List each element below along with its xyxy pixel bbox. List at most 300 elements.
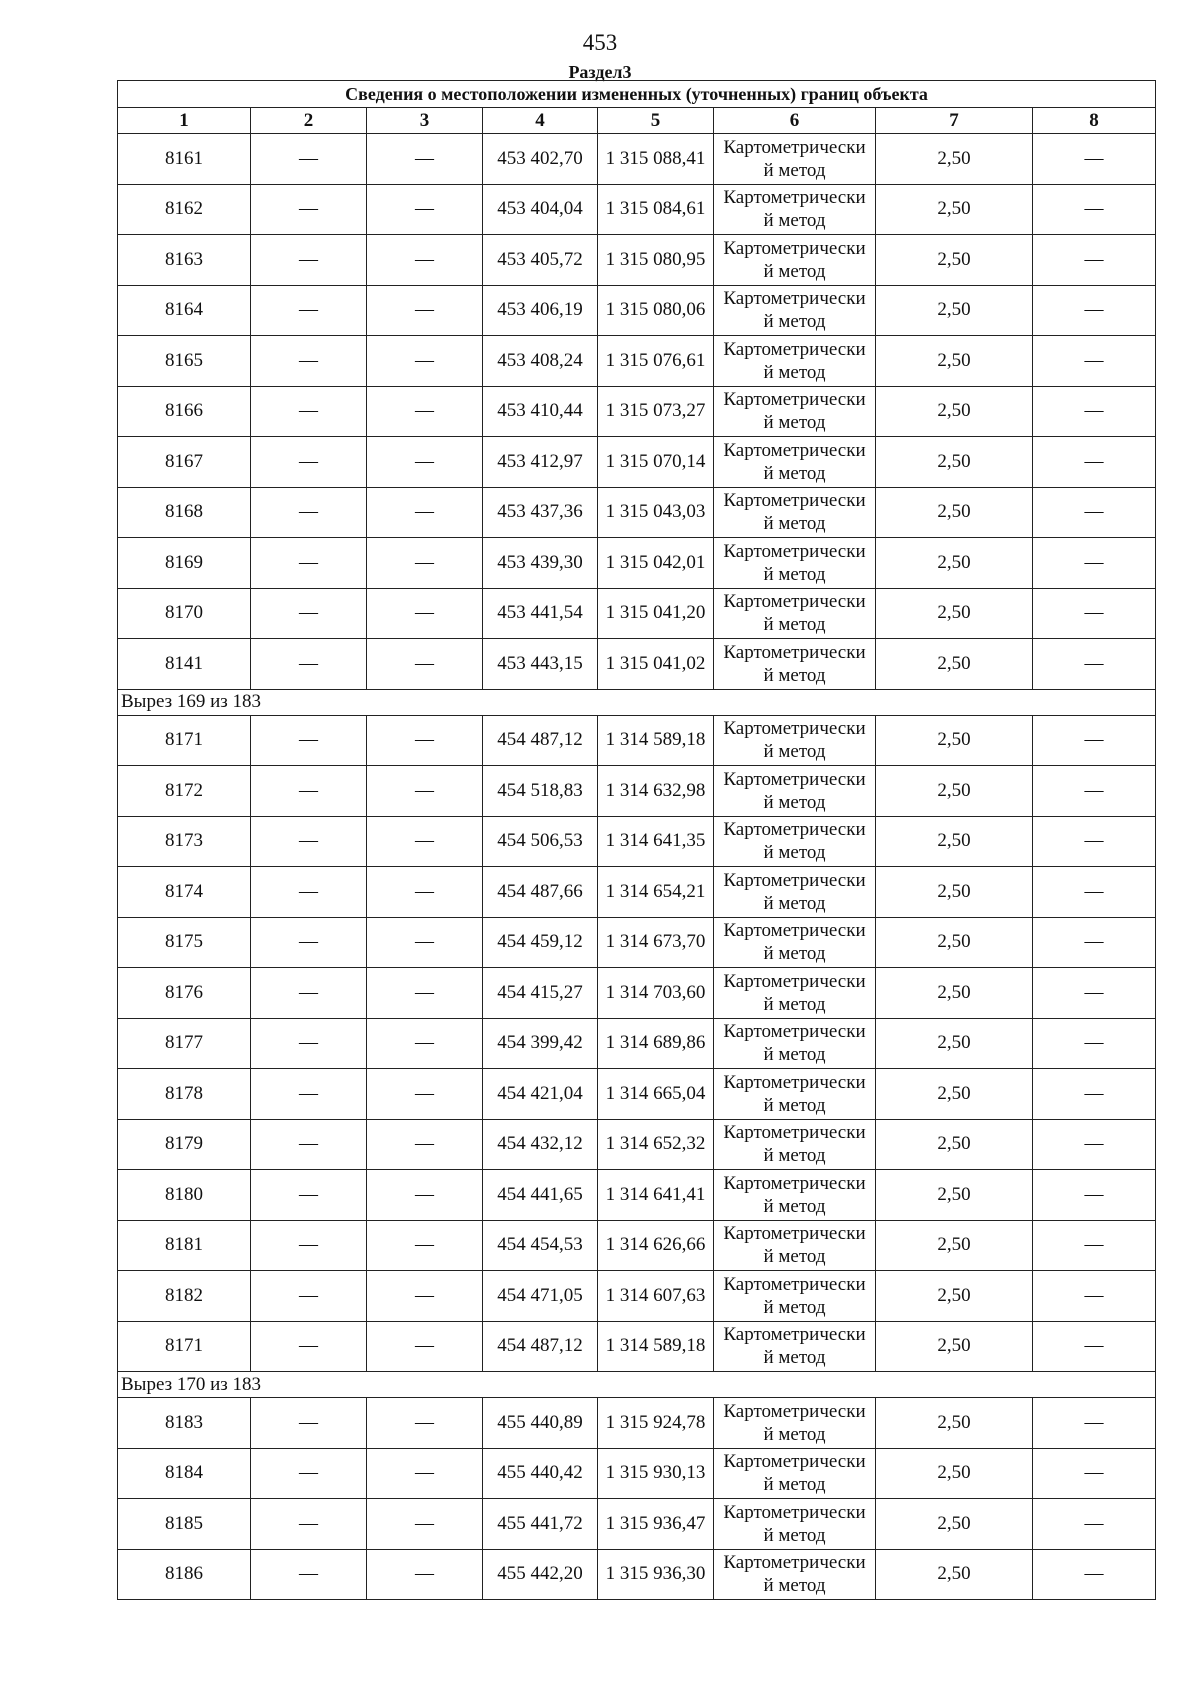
table-row	[118, 1170, 1156, 1221]
method-line-1: Картометрически	[723, 1501, 866, 1523]
method-cell	[714, 1220, 876, 1271]
table-row	[118, 639, 1156, 690]
coord-x: 455 441,72	[483, 1499, 598, 1550]
method-line-1: Картометрически	[723, 869, 866, 891]
dash-cell: —	[251, 588, 367, 639]
point-id: 8184	[118, 1448, 251, 1499]
coord-y: 1 315 080,06	[598, 285, 714, 336]
method-cell	[714, 1549, 876, 1600]
dash-cell: —	[367, 1069, 483, 1120]
method-line-2: й метод	[763, 842, 826, 864]
dash-cell: —	[1033, 1549, 1156, 1600]
accuracy-cell: 2,50	[876, 235, 1033, 286]
method-line-1: Картометрически	[723, 1451, 866, 1473]
coord-y: 1 315 041,02	[598, 639, 714, 690]
dash-cell: —	[251, 386, 367, 437]
table-row	[118, 1549, 1156, 1600]
method-line-2: й метод	[763, 614, 826, 636]
dash-cell: —	[1033, 816, 1156, 867]
method-line-1: Картометрически	[723, 920, 866, 942]
method-line-2: й метод	[763, 943, 826, 965]
dash-cell: —	[251, 766, 367, 817]
dash-cell: —	[1033, 1321, 1156, 1372]
point-id: 8175	[118, 917, 251, 968]
method-line-1: Картометрически	[723, 1021, 866, 1043]
dash-cell: —	[1033, 184, 1156, 235]
dash-cell: —	[367, 715, 483, 766]
method-line-2: й метод	[763, 311, 826, 333]
dash-cell: —	[367, 867, 483, 918]
method-line-2: й метод	[763, 1575, 826, 1597]
point-id: 8183	[118, 1398, 251, 1449]
coord-y: 1 314 607,63	[598, 1271, 714, 1322]
method-cell	[714, 1069, 876, 1120]
method-line-2: й метод	[763, 361, 826, 383]
column-header: 5	[598, 108, 714, 134]
method-cell	[714, 816, 876, 867]
method-cell	[714, 386, 876, 437]
accuracy-cell: 2,50	[876, 1549, 1033, 1600]
coord-y: 1 314 589,18	[598, 1321, 714, 1372]
point-id: 8163	[118, 235, 251, 286]
coord-y: 1 314 632,98	[598, 766, 714, 817]
dash-cell: —	[251, 639, 367, 690]
dash-cell: —	[367, 968, 483, 1019]
method-line-2: й метод	[763, 1246, 826, 1268]
method-line-2: й метод	[763, 1094, 826, 1116]
table-row	[118, 538, 1156, 589]
coord-x: 454 487,12	[483, 1321, 598, 1372]
accuracy-cell: 2,50	[876, 968, 1033, 1019]
dash-cell: —	[367, 917, 483, 968]
cutout-label-row	[118, 689, 1156, 715]
dash-cell: —	[1033, 766, 1156, 817]
method-cell	[714, 437, 876, 488]
coord-x: 455 440,42	[483, 1448, 598, 1499]
point-id: 8168	[118, 487, 251, 538]
point-id: 8176	[118, 968, 251, 1019]
method-cell	[714, 867, 876, 918]
method-cell	[714, 487, 876, 538]
dash-cell: —	[1033, 1448, 1156, 1499]
column-header: 2	[251, 108, 367, 134]
table-row	[118, 437, 1156, 488]
dash-cell: —	[251, 1448, 367, 1499]
dash-cell: —	[251, 134, 367, 185]
coord-y: 1 315 043,03	[598, 487, 714, 538]
coord-x: 455 440,89	[483, 1398, 598, 1449]
dash-cell: —	[1033, 1069, 1156, 1120]
method-cell	[714, 1398, 876, 1449]
dash-cell: —	[367, 639, 483, 690]
accuracy-cell: 2,50	[876, 715, 1033, 766]
method-cell	[714, 766, 876, 817]
coord-y: 1 315 088,41	[598, 134, 714, 185]
coord-x: 454 518,83	[483, 766, 598, 817]
method-line-2: й метод	[763, 563, 826, 585]
dash-cell: —	[251, 715, 367, 766]
dash-cell: —	[367, 1018, 483, 1069]
accuracy-cell: 2,50	[876, 1119, 1033, 1170]
method-line-1: Картометрически	[723, 439, 866, 461]
method-line-1: Картометрически	[723, 338, 866, 360]
column-header: 3	[367, 108, 483, 134]
method-line-1: Картометрически	[723, 970, 866, 992]
table-row	[118, 588, 1156, 639]
method-cell	[714, 968, 876, 1019]
coord-y: 1 315 936,30	[598, 1549, 714, 1600]
accuracy-cell: 2,50	[876, 766, 1033, 817]
accuracy-cell: 2,50	[876, 1448, 1033, 1499]
table-row	[118, 386, 1156, 437]
method-line-1: Картометрически	[723, 591, 866, 613]
method-line-1: Картометрически	[723, 1071, 866, 1093]
point-id: 8167	[118, 437, 251, 488]
point-id: 8179	[118, 1119, 251, 1170]
method-line-2: й метод	[763, 892, 826, 914]
method-line-2: й метод	[763, 260, 826, 282]
accuracy-cell: 2,50	[876, 1069, 1033, 1120]
method-line-2: й метод	[763, 993, 826, 1015]
accuracy-cell: 2,50	[876, 336, 1033, 387]
dash-cell: —	[367, 816, 483, 867]
dash-cell: —	[1033, 1220, 1156, 1271]
coord-x: 454 454,53	[483, 1220, 598, 1271]
coord-x: 453 439,30	[483, 538, 598, 589]
dash-cell: —	[251, 968, 367, 1019]
method-line-2: й метод	[763, 741, 826, 763]
coord-y: 1 314 703,60	[598, 968, 714, 1019]
point-id: 8172	[118, 766, 251, 817]
dash-cell: —	[251, 1271, 367, 1322]
table-row	[118, 1321, 1156, 1372]
table-row	[118, 968, 1156, 1019]
dash-cell: —	[367, 437, 483, 488]
dash-cell: —	[251, 917, 367, 968]
table-row	[118, 1069, 1156, 1120]
dash-cell: —	[367, 1448, 483, 1499]
method-line-1: Картометрически	[723, 540, 866, 562]
method-line-1: Картометрически	[723, 819, 866, 841]
dash-cell: —	[1033, 917, 1156, 968]
method-line-2: й метод	[763, 412, 826, 434]
coord-y: 1 314 641,35	[598, 816, 714, 867]
accuracy-cell: 2,50	[876, 816, 1033, 867]
method-line-1: Картометрически	[723, 237, 866, 259]
coord-y: 1 314 589,18	[598, 715, 714, 766]
coord-y: 1 315 924,78	[598, 1398, 714, 1449]
dash-cell: —	[1033, 1170, 1156, 1221]
point-id: 8169	[118, 538, 251, 589]
point-id: 8170	[118, 588, 251, 639]
coord-y: 1 315 070,14	[598, 437, 714, 488]
method-line-1: Картометрически	[723, 136, 866, 158]
method-line-2: й метод	[763, 462, 826, 484]
coord-y: 1 315 076,61	[598, 336, 714, 387]
accuracy-cell: 2,50	[876, 1018, 1033, 1069]
accuracy-cell: 2,50	[876, 1271, 1033, 1322]
table-row	[118, 715, 1156, 766]
coord-y: 1 314 626,66	[598, 1220, 714, 1271]
method-cell	[714, 588, 876, 639]
method-line-2: й метод	[763, 1423, 826, 1445]
dash-cell: —	[1033, 134, 1156, 185]
cutout-label: Вырез 169 из 183	[118, 689, 1156, 715]
point-id: 8181	[118, 1220, 251, 1271]
dash-cell: —	[1033, 437, 1156, 488]
coord-y: 1 314 689,86	[598, 1018, 714, 1069]
coord-y: 1 315 041,20	[598, 588, 714, 639]
coord-x: 454 441,65	[483, 1170, 598, 1221]
coord-y: 1 315 073,27	[598, 386, 714, 437]
method-cell	[714, 715, 876, 766]
point-id: 8141	[118, 639, 251, 690]
dash-cell: —	[1033, 867, 1156, 918]
method-cell	[714, 1499, 876, 1550]
table-row	[118, 1119, 1156, 1170]
cutout-label: Вырез 170 из 183	[118, 1372, 1156, 1398]
table-title: Сведения о местоположении измененных (уточненных) границ объекта	[118, 81, 1156, 108]
dash-cell: —	[251, 1170, 367, 1221]
method-cell	[714, 1271, 876, 1322]
coord-x: 455 442,20	[483, 1549, 598, 1600]
coord-y: 1 315 084,61	[598, 184, 714, 235]
coord-y: 1 315 930,13	[598, 1448, 714, 1499]
point-id: 8166	[118, 386, 251, 437]
method-cell	[714, 134, 876, 185]
dash-cell: —	[367, 285, 483, 336]
table-row	[118, 1220, 1156, 1271]
table-row	[118, 134, 1156, 185]
coord-x: 454 487,66	[483, 867, 598, 918]
dash-cell: —	[367, 1398, 483, 1449]
method-line-2: й метод	[763, 1347, 826, 1369]
dash-cell: —	[1033, 386, 1156, 437]
dash-cell: —	[1033, 487, 1156, 538]
table-row	[118, 766, 1156, 817]
column-header: 4	[483, 108, 598, 134]
accuracy-cell: 2,50	[876, 487, 1033, 538]
table-row	[118, 285, 1156, 336]
dash-cell: —	[367, 184, 483, 235]
method-cell	[714, 917, 876, 968]
point-id: 8182	[118, 1271, 251, 1322]
section-label: Раздел3	[568, 62, 632, 82]
column-header: 1	[118, 108, 251, 134]
dash-cell: —	[1033, 1119, 1156, 1170]
method-line-1: Картометрически	[723, 389, 866, 411]
column-header: 8	[1033, 108, 1156, 134]
dash-cell: —	[1033, 235, 1156, 286]
table-row	[118, 917, 1156, 968]
dash-cell: —	[251, 336, 367, 387]
accuracy-cell: 2,50	[876, 1499, 1033, 1550]
dash-cell: —	[367, 1271, 483, 1322]
coord-x: 453 412,97	[483, 437, 598, 488]
dash-cell: —	[251, 538, 367, 589]
coord-x: 453 437,36	[483, 487, 598, 538]
method-cell	[714, 184, 876, 235]
dash-cell: —	[367, 134, 483, 185]
dash-cell: —	[1033, 1499, 1156, 1550]
method-cell	[714, 1321, 876, 1372]
method-line-2: й метод	[763, 791, 826, 813]
table-row	[118, 1018, 1156, 1069]
coord-x: 453 405,72	[483, 235, 598, 286]
coord-y: 1 314 665,04	[598, 1069, 714, 1120]
point-id: 8164	[118, 285, 251, 336]
point-id: 8162	[118, 184, 251, 235]
coord-y: 1 314 654,21	[598, 867, 714, 918]
coord-x: 454 471,05	[483, 1271, 598, 1322]
method-line-2: й метод	[763, 1296, 826, 1318]
boundary-table	[117, 80, 1156, 1600]
dash-cell: —	[367, 766, 483, 817]
method-line-2: й метод	[763, 513, 826, 535]
coord-x: 453 408,24	[483, 336, 598, 387]
method-line-2: й метод	[763, 664, 826, 686]
accuracy-cell: 2,50	[876, 184, 1033, 235]
coord-x: 453 406,19	[483, 285, 598, 336]
dash-cell: —	[251, 235, 367, 286]
accuracy-cell: 2,50	[876, 134, 1033, 185]
dash-cell: —	[367, 487, 483, 538]
dash-cell: —	[251, 437, 367, 488]
dash-cell: —	[1033, 1018, 1156, 1069]
dash-cell: —	[251, 285, 367, 336]
method-cell	[714, 285, 876, 336]
point-id: 8173	[118, 816, 251, 867]
dash-cell: —	[251, 184, 367, 235]
dash-cell: —	[251, 1119, 367, 1170]
method-line-1: Картометрически	[723, 1273, 866, 1295]
table-row	[118, 336, 1156, 387]
dash-cell: —	[1033, 639, 1156, 690]
method-line-2: й метод	[763, 1524, 826, 1546]
coord-x: 453 443,15	[483, 639, 598, 690]
accuracy-cell: 2,50	[876, 639, 1033, 690]
point-id: 8186	[118, 1549, 251, 1600]
accuracy-cell: 2,50	[876, 1321, 1033, 1372]
dash-cell: —	[251, 1069, 367, 1120]
method-line-1: Картометрически	[723, 187, 866, 209]
method-line-1: Картометрически	[723, 1122, 866, 1144]
dash-cell: —	[367, 235, 483, 286]
point-id: 8185	[118, 1499, 251, 1550]
method-line-1: Картометрически	[723, 288, 866, 310]
method-line-1: Картометрически	[723, 641, 866, 663]
dash-cell: —	[1033, 715, 1156, 766]
method-line-2: й метод	[763, 1195, 826, 1217]
coord-x: 453 441,54	[483, 588, 598, 639]
dash-cell: —	[251, 1220, 367, 1271]
accuracy-cell: 2,50	[876, 1170, 1033, 1221]
coord-x: 454 421,04	[483, 1069, 598, 1120]
coord-x: 453 410,44	[483, 386, 598, 437]
method-line-2: й метод	[763, 1044, 826, 1066]
dash-cell: —	[367, 1119, 483, 1170]
dash-cell: —	[251, 1499, 367, 1550]
dash-cell: —	[367, 1499, 483, 1550]
method-cell	[714, 538, 876, 589]
dash-cell: —	[367, 336, 483, 387]
method-line-2: й метод	[763, 159, 826, 181]
dash-cell: —	[251, 867, 367, 918]
dash-cell: —	[367, 386, 483, 437]
accuracy-cell: 2,50	[876, 437, 1033, 488]
method-line-2: й метод	[763, 1145, 826, 1167]
dash-cell: —	[251, 1549, 367, 1600]
coord-y: 1 314 652,32	[598, 1119, 714, 1170]
dash-cell: —	[1033, 538, 1156, 589]
accuracy-cell: 2,50	[876, 386, 1033, 437]
coord-x: 453 402,70	[483, 134, 598, 185]
dash-cell: —	[1033, 285, 1156, 336]
method-line-2: й метод	[763, 210, 826, 232]
table-row	[118, 1271, 1156, 1322]
coord-y: 1 314 673,70	[598, 917, 714, 968]
dash-cell: —	[251, 1018, 367, 1069]
method-line-1: Картометрически	[723, 1172, 866, 1194]
method-line-1: Картометрически	[723, 490, 866, 512]
accuracy-cell: 2,50	[876, 588, 1033, 639]
coord-y: 1 315 042,01	[598, 538, 714, 589]
point-id: 8161	[118, 134, 251, 185]
point-id: 8174	[118, 867, 251, 918]
method-cell	[714, 1119, 876, 1170]
point-id: 8178	[118, 1069, 251, 1120]
dash-cell: —	[367, 588, 483, 639]
dash-cell: —	[1033, 968, 1156, 1019]
coord-x: 454 432,12	[483, 1119, 598, 1170]
method-line-1: Картометрически	[723, 1552, 866, 1574]
coord-x: 454 459,12	[483, 917, 598, 968]
method-cell	[714, 639, 876, 690]
coord-x: 454 399,42	[483, 1018, 598, 1069]
point-id: 8177	[118, 1018, 251, 1069]
method-cell	[714, 1018, 876, 1069]
coord-y: 1 315 080,95	[598, 235, 714, 286]
cutout-label-row	[118, 1372, 1156, 1398]
dash-cell: —	[367, 1321, 483, 1372]
accuracy-cell: 2,50	[876, 1220, 1033, 1271]
coord-y: 1 314 641,41	[598, 1170, 714, 1221]
method-cell	[714, 1448, 876, 1499]
method-line-1: Картометрически	[723, 1400, 866, 1422]
accuracy-cell: 2,50	[876, 538, 1033, 589]
method-line-1: Картометрически	[723, 1223, 866, 1245]
accuracy-cell: 2,50	[876, 917, 1033, 968]
page-number: 453	[582, 30, 618, 55]
dash-cell: —	[1033, 588, 1156, 639]
accuracy-cell: 2,50	[876, 285, 1033, 336]
dash-cell: —	[367, 1170, 483, 1221]
method-cell	[714, 235, 876, 286]
table-row	[118, 867, 1156, 918]
point-id: 8165	[118, 336, 251, 387]
dash-cell: —	[367, 1549, 483, 1600]
table-row	[118, 1499, 1156, 1550]
coord-x: 453 404,04	[483, 184, 598, 235]
coord-x: 454 506,53	[483, 816, 598, 867]
point-id: 8180	[118, 1170, 251, 1221]
accuracy-cell: 2,50	[876, 1398, 1033, 1449]
table-row	[118, 487, 1156, 538]
method-line-1: Картометрически	[723, 718, 866, 740]
dash-cell: —	[1033, 336, 1156, 387]
dash-cell: —	[367, 1220, 483, 1271]
dash-cell: —	[251, 816, 367, 867]
